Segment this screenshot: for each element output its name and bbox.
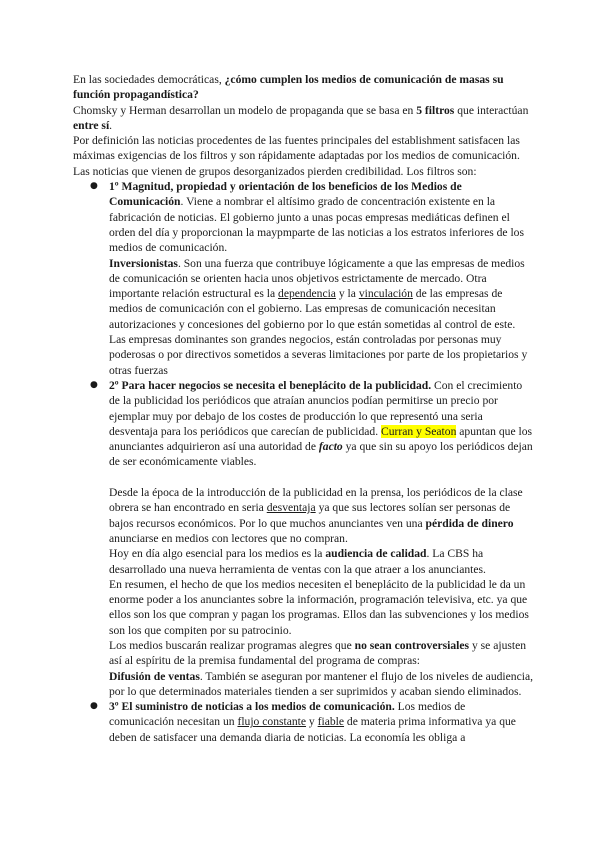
clase-text-3: anunciarse en medios con lectores que no compran. bbox=[109, 531, 348, 545]
hoy-text-1: Hoy en día algo esencial para los medios es la bbox=[109, 547, 326, 561]
hoy-paragraph bbox=[109, 546, 533, 577]
filter-2-text-2: apuntan que los anunciantes adquirieron así una autoridad de bbox=[109, 424, 533, 454]
curran-seaton-highlight: Curran y Seaton bbox=[381, 424, 457, 438]
difusion-ventas-bold: Difusión de ventas bbox=[109, 669, 200, 683]
inversionistas-label: Inversionistas bbox=[109, 256, 178, 270]
audiencia-calidad-bold: audiencia de calidad bbox=[325, 547, 427, 561]
hoy-text-2: . La CBS ha desarrollado una nueva herramienta de ventas con la que atraer a los anunciantes. bbox=[109, 547, 486, 576]
filter-2-title: 2º Para hacer negocios se necesita el beneplácito de la publicidad. bbox=[109, 378, 432, 392]
filter-3-title: 3º El suministro de noticias a los medios de comunicación. bbox=[109, 700, 395, 714]
no-controversiales-bold: no sean controversiales bbox=[354, 638, 470, 652]
inversionistas-text-2: de las empresas de medios de comunicación con el gobierno. Las empresas de comunicación necesitan autorizaciones y concesiones del gobierno por lo que están sometidas al control de este. bbox=[109, 287, 516, 331]
five-filters-bold: 5 filtros bbox=[416, 103, 455, 117]
facto-italic: facto bbox=[318, 440, 343, 454]
dependencia-underlined: dependencia bbox=[278, 287, 336, 301]
intro-paragraph bbox=[73, 72, 533, 103]
difusion-paragraph bbox=[109, 669, 533, 700]
filter-2-paragraph bbox=[109, 378, 533, 470]
bullet-icon: ● bbox=[90, 181, 98, 192]
flujo-constante-underlined: flujo constante bbox=[237, 715, 307, 729]
medios-text-2: y se ajusten así al espíritu de la premisa fundamental del programa de compras: bbox=[109, 638, 527, 668]
filter-1-title-end: . bbox=[180, 195, 187, 209]
filter-2-text-3: ya que sin su apoyo los periódicos dejan de ser económicamente viables. bbox=[109, 440, 533, 469]
medios-text-1: Los medios buscarán realizar programas alegres que bbox=[109, 638, 355, 652]
filter-3-text-2: de materia prima informativa ya que deben de satisfacer una demanda diaria de noticias. La economía les obliga a bbox=[109, 715, 516, 744]
inversionistas-text-1: . Son una fuerza que contribuye lógicamente a que las empresas de medios de comunicación se orienten hacia unos objetivos estrictamente de mercado. Otra importante relación estructural es la bbox=[109, 256, 525, 301]
dominantes-paragraph: Las empresas dominantes son grandes negocios, están controladas por personas muy poderosas o por directivos sometidos a severas limitaciones por parte de los propietarios y otras fuerzas bbox=[109, 333, 528, 377]
filter-1-paragraph bbox=[109, 179, 533, 255]
definition-paragraph: Por definición las noticias procedentes de las fuentes principales del establishment satisfacen las máximas exigencias de los filtros y son rápidamente adaptadas por los medios de comunicación. Las noticias que vienen de grupos desorganizados pierden credibilidad. Los filtros son: bbox=[73, 134, 520, 178]
clase-obrera-paragraph bbox=[109, 485, 533, 546]
chomsky-paragraph bbox=[73, 103, 533, 134]
filter-1-title: 1º Magnitud, propiedad y orientación de los beneficios de los Medios de Comunicación bbox=[109, 180, 462, 209]
intro-lead: En las sociedades democráticas, bbox=[73, 73, 225, 86]
filter-3-text-1: Los medios de comunicación necesitan un bbox=[109, 700, 466, 729]
desventaja-underlined: desventaja bbox=[266, 501, 316, 515]
filter-1-text: Viene a nombrar el altísimo grado de concentración existente en la fabricación de noticias. El gobierno junto a unas pocas empresas mediáticas definen el orden del día y proporcionan la maypmparte de las noticias a los estratos inferiores de los medios de comunicación. bbox=[109, 195, 524, 255]
list-item-filter-3 bbox=[73, 699, 533, 745]
bullet-icon: ● bbox=[90, 701, 98, 712]
inversionistas-paragraph bbox=[109, 256, 533, 332]
filter-3-paragraph bbox=[109, 699, 533, 745]
list-item-filter-1 bbox=[73, 179, 533, 378]
bullet-icon: ● bbox=[90, 379, 98, 390]
filter-2-text-1: Con el crecimiento de la publicidad los periódicos que atraían anuncios podían permitirse un precio por ejemplar muy por debajo de los costes de producción lo que representó una seria desventaja para los periódicos que carecían de publicidad. bbox=[109, 378, 523, 438]
blank-line bbox=[109, 470, 533, 485]
fiable-underlined: fiable bbox=[317, 715, 345, 729]
document-body bbox=[73, 72, 533, 745]
entre-si-bold: entre sí bbox=[73, 118, 110, 132]
list-item-filter-2 bbox=[73, 378, 533, 699]
intro-question: ¿cómo cumplen los medios de comunicación de masas su función propagandística? bbox=[73, 73, 504, 102]
vinculacion-underlined: vinculación bbox=[358, 287, 413, 301]
resumen-paragraph: En resumen, el hecho de que los medios necesiten el beneplácito de la publicidad le da un enorme poder a los anunciantes sobre la información, programación televisiva, etc. ya que ellos son los que compran y pagan los programas. Ellos dan las subvenciones y los medios son los que compiten por su patrocinio. bbox=[109, 577, 529, 637]
chomsky-text-1: Chomsky y Herman desarrollan un modelo de propaganda que se basa en bbox=[73, 103, 417, 117]
conjunction-y: y la bbox=[335, 287, 359, 301]
medios-paragraph bbox=[109, 638, 533, 669]
chomsky-text-3: . bbox=[109, 118, 113, 132]
clase-text-1: Desde la época de la introducción de la publicidad en la prensa, los periódicos de la clase obrera se han encontrado en seria bbox=[109, 486, 523, 515]
chomsky-text-2: que interactúan bbox=[454, 103, 529, 117]
perdida-dinero-bold: pérdida de dinero bbox=[425, 516, 514, 530]
difusion-text: . También se aseguran por mantener el flujo de los niveles de audiencia, por lo que determinados materiales tienden a ser suprimidos y acaban siendo eliminados. bbox=[109, 669, 533, 698]
conjunction-y-3: y bbox=[306, 715, 318, 729]
clase-text-2: ya que sus lectores solían ser personas de bajos recursos económicos. Por lo que muchos anunciantes ven una bbox=[109, 501, 511, 530]
